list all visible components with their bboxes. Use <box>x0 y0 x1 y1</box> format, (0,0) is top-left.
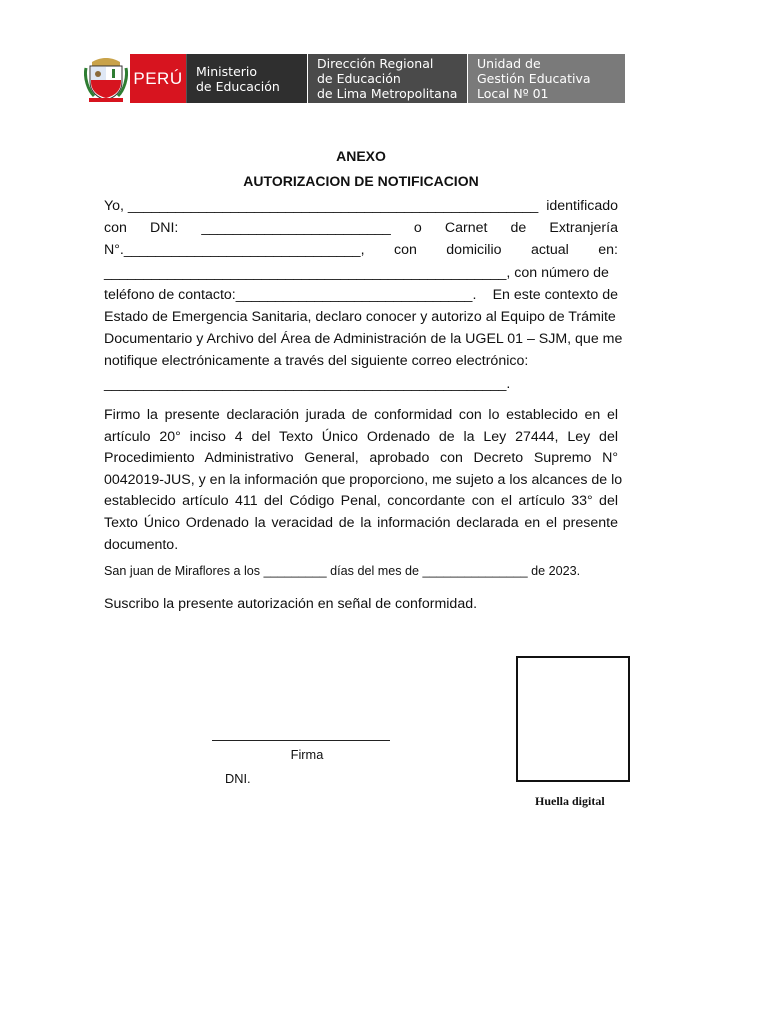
word: en: <box>598 242 618 259</box>
word: con <box>393 242 417 259</box>
para1-line-1 <box>104 195 618 217</box>
para2-line-2: artículo 20° inciso 4 del Texto Único Ordenado de la Ley 27444, Ley del <box>104 428 618 445</box>
government-header-banner <box>84 54 625 103</box>
direction-line-3: de Lima Metropolitana <box>317 86 458 101</box>
signature-line <box>212 740 390 741</box>
para1-line-2 <box>104 217 618 239</box>
para2-line-1: Firmo la presente declaración jurada de conformidad con lo establecido en el <box>104 407 618 423</box>
identified-word: identificado <box>546 198 618 214</box>
email-blank-line: ___________________________________________________. <box>104 375 511 392</box>
word: Carnet <box>444 220 488 237</box>
word: o <box>413 220 422 237</box>
dni-label: DNI. <box>225 771 251 786</box>
direction-line-1: Dirección Regional <box>317 56 434 71</box>
unit-line-2: Gestión Educativa <box>477 71 591 86</box>
unit-line-3: Local Nº 01 <box>477 86 549 101</box>
declaration-paragraph <box>104 405 623 556</box>
peru-coat-of-arms-icon <box>84 54 128 103</box>
fingerprint-label: Huella digital <box>535 794 605 808</box>
peru-logo-box <box>130 54 186 103</box>
word: domicilio <box>446 242 502 259</box>
para1-line-7: Documentario y Archivo del Área de Administración de la UGEL 01 – SJM, que me <box>104 331 623 348</box>
authorization-paragraph <box>104 195 623 395</box>
word: En este contexto de <box>492 286 618 303</box>
para1-line-5 <box>104 284 618 306</box>
ugel-unit-box <box>468 54 625 103</box>
name-blank: Yo, ____________________________________________________ <box>104 198 539 214</box>
unit-line-1: Unidad de <box>477 56 541 71</box>
foreign-id-blank: N°.______________________________, <box>104 242 365 259</box>
word: Extranjería <box>549 220 618 237</box>
para2-line-6: Texto Único Ordenado la veracidad de la información declarada en el presente <box>104 514 618 531</box>
ministry-line-1: Ministerio <box>196 63 258 79</box>
regional-direction-box <box>308 54 467 103</box>
date-place-line: San juan de Miraflores a los _________ días del mes de _______________ de 2023. <box>104 564 581 578</box>
signature-label: Firma <box>290 747 324 762</box>
fingerprint-box <box>516 656 630 782</box>
direction-line-2: de Educación <box>317 71 401 86</box>
ministry-box <box>186 54 307 103</box>
peru-logo-text: PERÚ <box>133 68 183 88</box>
document-title: AUTORIZACION DE NOTIFICACION <box>243 173 479 189</box>
coat-of-arms-graphic <box>84 54 128 103</box>
annex-heading: ANEXO <box>336 148 386 164</box>
word: actual <box>530 242 569 259</box>
conformity-statement: Suscribo la presente autorización en señal de conformidad. <box>104 596 478 612</box>
para1-line-4: ___________________________________________________, con número de <box>104 264 609 281</box>
phone-blank: teléfono de contacto:______________________________. <box>104 286 477 303</box>
para1-line-8: notifique electrónicamente a través del siguiente correo electrónico: <box>104 353 529 370</box>
word: con <box>104 220 127 237</box>
para2-line-3: Procedimiento Administrativo General, aprobado con Decreto Supremo N° <box>104 450 618 467</box>
para1-line-3 <box>104 239 618 261</box>
dni-label: DNI: <box>149 220 179 237</box>
para2-line-5: establecido artículo 411 del Código Penal, concordante con el artículo 33° del <box>104 493 618 510</box>
dni-blank: ________________________ <box>201 220 391 237</box>
para1-line-6: Estado de Emergencia Sanitaria, declaro conocer y autorizo al Equipo de Trámite <box>104 309 616 326</box>
ministry-line-2: de Educación <box>196 78 280 94</box>
para2-line-7: documento. <box>104 536 179 553</box>
word: de <box>510 220 527 237</box>
para2-line-4: 0042019-JUS, y en la información que proporciono, me sujeto a los alcances de lo <box>104 471 623 488</box>
